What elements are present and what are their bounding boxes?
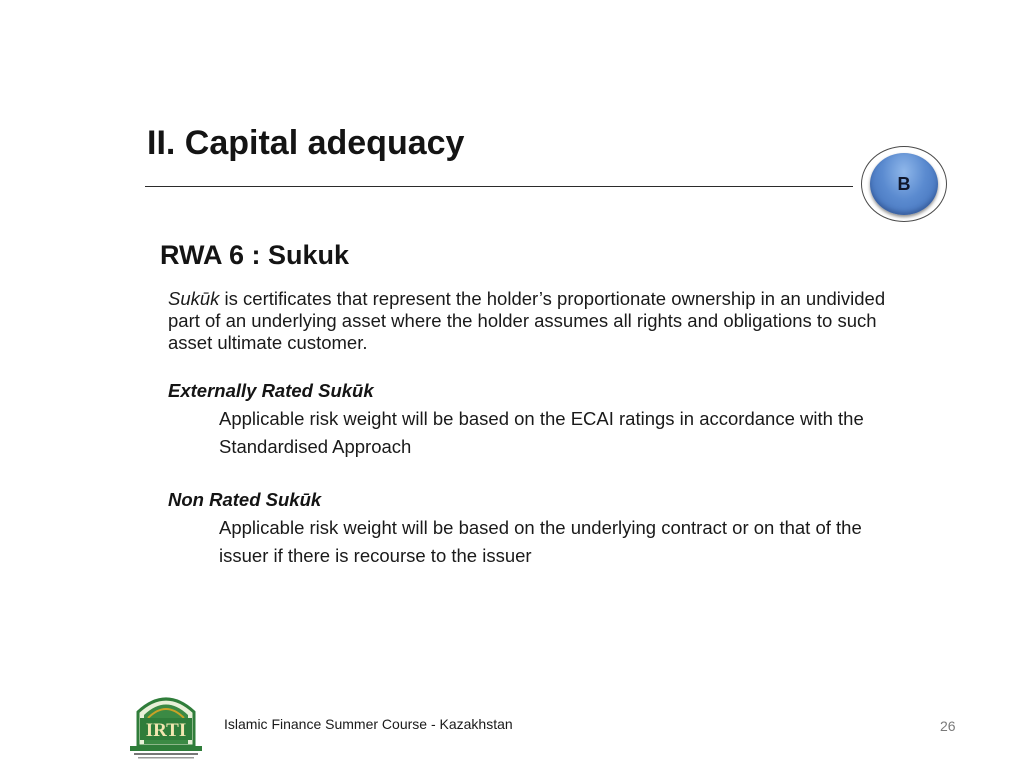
footer-text: Islamic Finance Summer Course - Kazakhstan bbox=[224, 716, 513, 732]
section-body-externally-rated: Applicable risk weight will be based on the ECAI ratings in accordance with the Standardised Approach bbox=[219, 408, 864, 457]
section-body-non-rated: Applicable risk weight will be based on the underlying contract or on that of the issuer if there is recourse to the issuer bbox=[219, 517, 862, 566]
logo-letters: IRTI bbox=[145, 720, 187, 741]
irti-logo bbox=[128, 688, 204, 760]
intro-paragraph bbox=[168, 288, 898, 354]
title-divider bbox=[145, 186, 853, 187]
slide-title: II. Capital adequacy bbox=[147, 124, 465, 162]
intro-term: Sukūk bbox=[168, 288, 220, 309]
slide-subtitle: RWA 6 : Sukuk bbox=[160, 240, 350, 270]
intro-text: is certificates that represent the holder’s proportionate ownership in an undivided part of an underlying asset where the holder assumes all rights and obligations to such asset ultimate customer. bbox=[168, 288, 886, 353]
section-badge bbox=[870, 153, 938, 215]
section-heading-externally-rated: Externally Rated Sukūk bbox=[168, 380, 374, 401]
section-badge-label: B bbox=[897, 173, 911, 194]
page-number: 26 bbox=[940, 718, 956, 734]
section-heading-non-rated: Non Rated Sukūk bbox=[168, 489, 322, 510]
